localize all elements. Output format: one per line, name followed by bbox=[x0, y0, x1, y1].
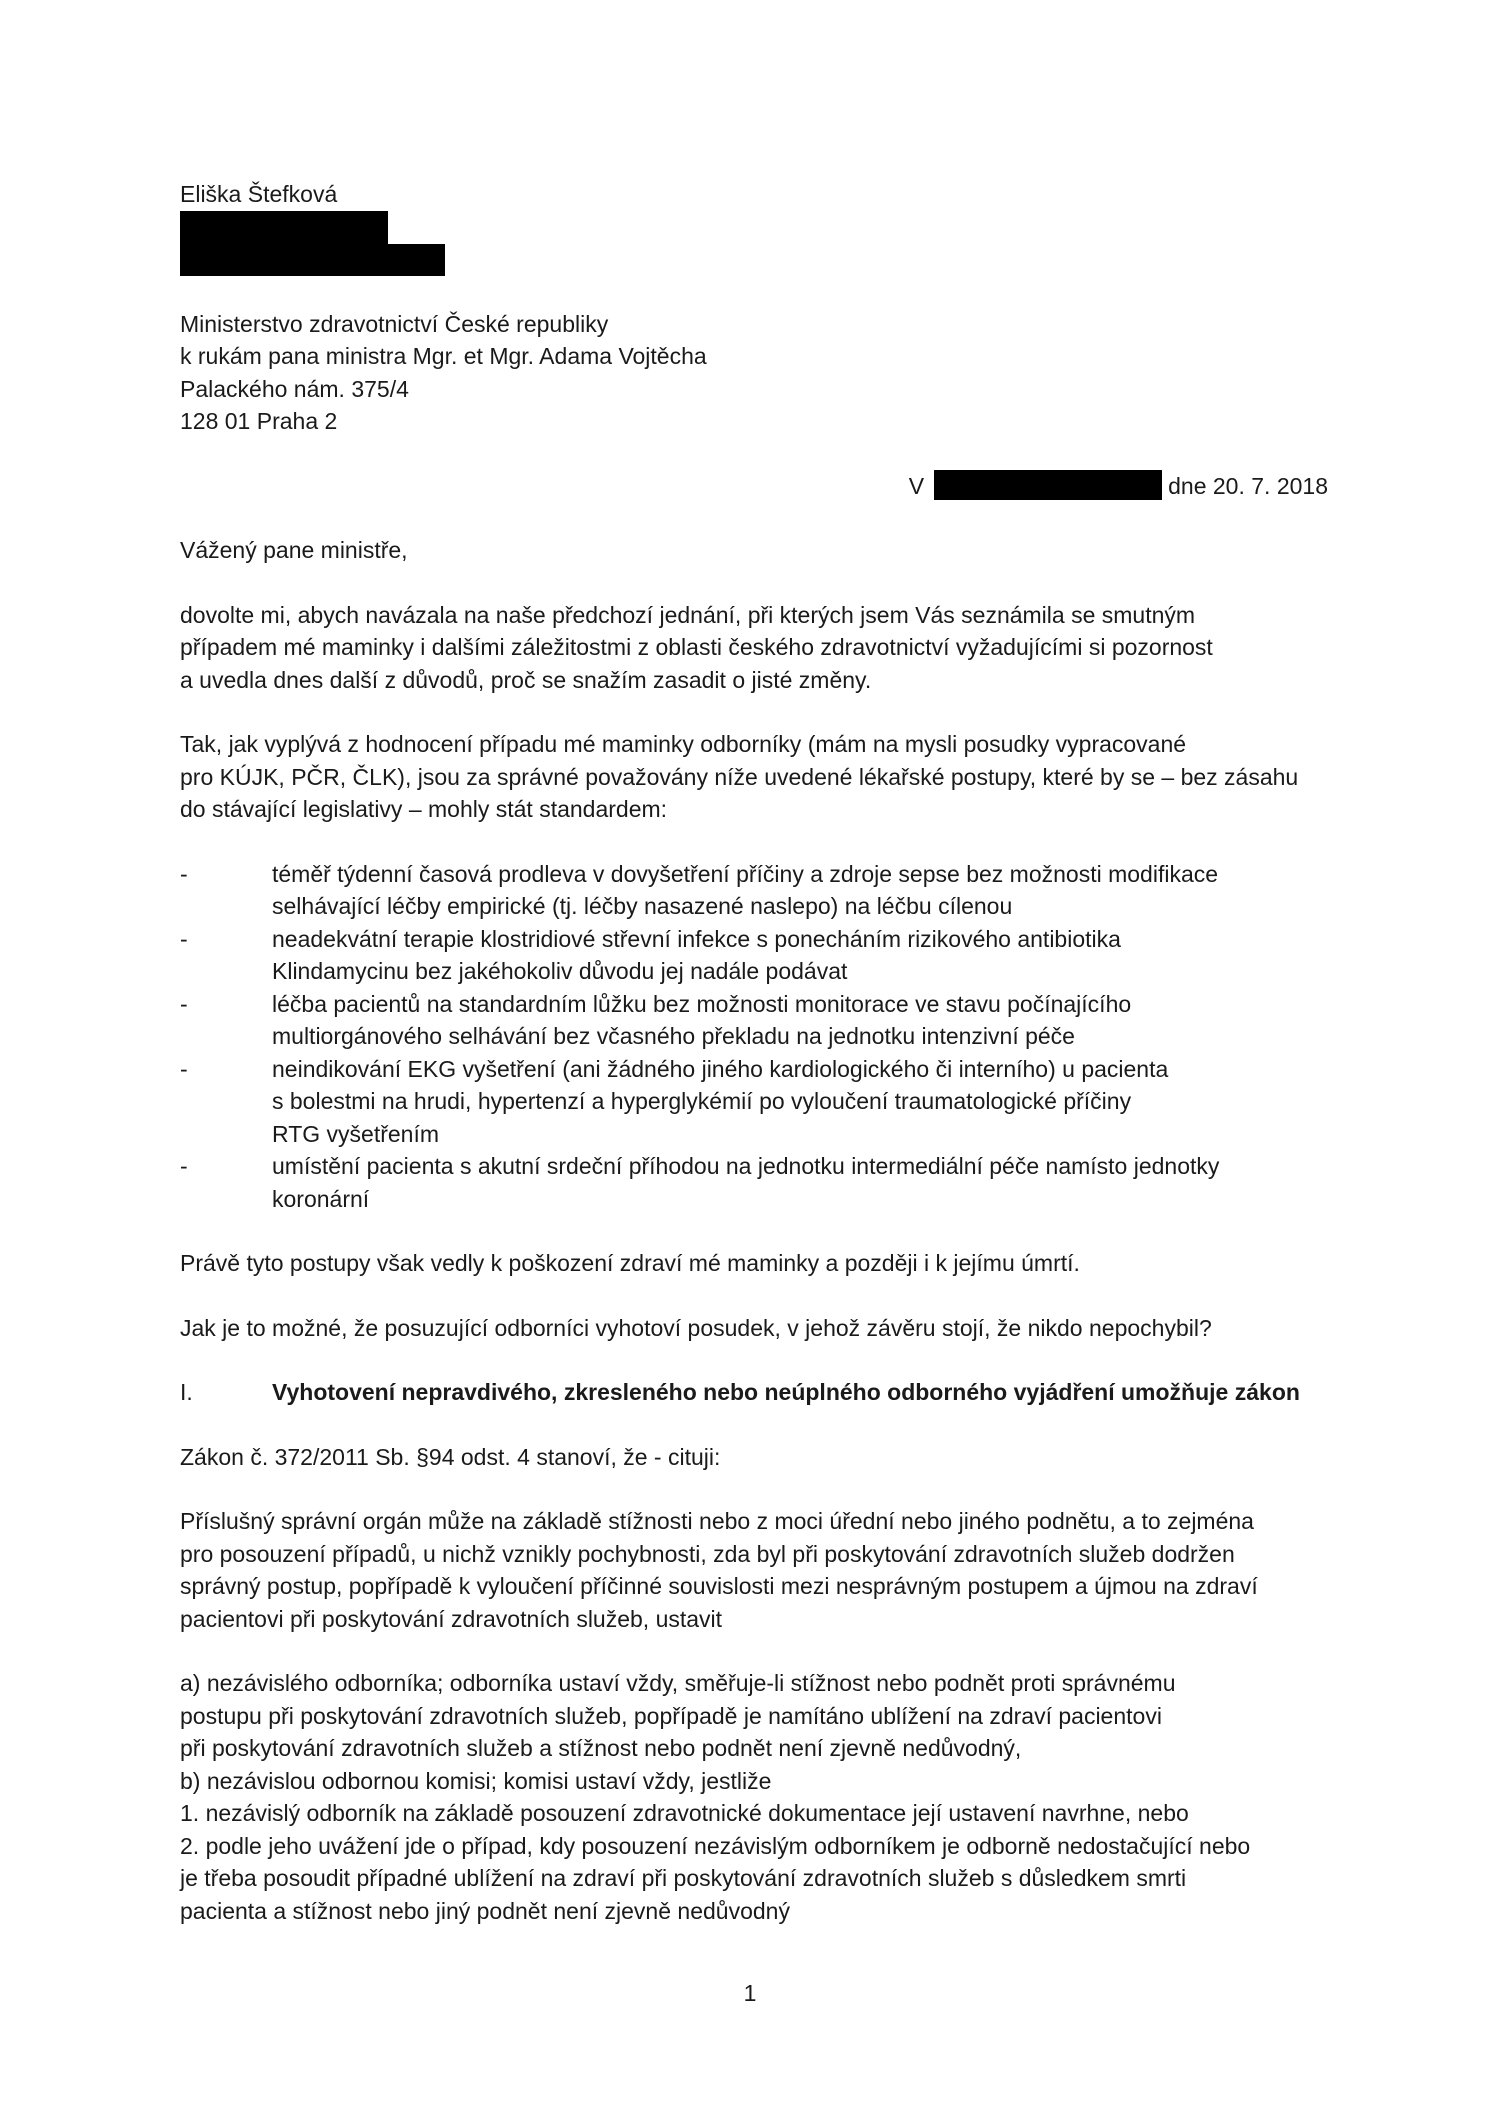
list-item-line: selhávající léčby empirické (tj. léčby nasazené naslepo) na léčbu cílenou bbox=[272, 893, 1013, 919]
list-item-line: léčba pacientů na standardním lůžku bez možnosti monitorace ve stavu počínajícího bbox=[272, 990, 1132, 1017]
text-line: pacienta a stížnost nebo jiný podnět není zjevně nedůvodný bbox=[180, 1897, 790, 1924]
list-item bbox=[180, 1053, 1330, 1151]
section-title: Vyhotovení nepravdivého, zkresleného nebo neúplného odborného vyjádření umožňuje zákon bbox=[272, 1379, 1300, 1405]
intro-paragraph bbox=[180, 599, 1330, 697]
recipient-line: Palackého nám. 375/4 bbox=[180, 375, 409, 402]
list-dash: - bbox=[180, 1153, 188, 1179]
text-line: případem mé maminky i dalšími záležitostmi z oblasti českého zdravotnictví vyžadujícími si pozornost bbox=[180, 634, 1213, 660]
law-intro bbox=[180, 1441, 1330, 1474]
text-line: při poskytování zdravotních služeb a stížnost nebo podnět není zjevně nedůvodný, bbox=[180, 1735, 1022, 1761]
date-line bbox=[180, 470, 1330, 503]
sender-block bbox=[180, 178, 1330, 276]
list-item bbox=[180, 988, 1330, 1053]
text-line: Jak je to možné, že posuzující odborníci vyhotoví posudek, v jehož závěru stojí, že nikdo nepochybil? bbox=[180, 1314, 1212, 1341]
list-item bbox=[180, 858, 1330, 923]
list-item bbox=[180, 923, 1330, 988]
list-item-line: koronární bbox=[272, 1185, 370, 1212]
text-line: 2. podle jeho uvážení jde o případ, kdy posouzení nezávislým odborníkem je odborně nedostačující nebo bbox=[180, 1832, 1251, 1859]
list-dash: - bbox=[180, 990, 188, 1017]
list-item-line: multiorgánového selhávání bez včasného překladu na jednotku intenzivní péče bbox=[272, 1023, 1075, 1049]
procedures-list bbox=[180, 858, 1330, 1216]
list-item-line: neadekvátní terapie klostridiové střevní infekce s ponecháním rizikového antibiotika bbox=[272, 925, 1121, 952]
list-item-line: s bolestmi na hrudi, hypertenzí a hyperglykémií po vyloučení traumatologické příčiny bbox=[272, 1088, 1132, 1114]
text-line: 1. nezávislý odborník na základě posouzení zdravotnické dokumentace její ustavení navrhne, nebo bbox=[180, 1800, 1189, 1826]
text-line: pacientovi při poskytování zdravotních služeb, ustavit bbox=[180, 1605, 723, 1632]
salutation: Vážený pane ministře, bbox=[180, 537, 408, 563]
text-line: je třeba posoudit případné ublížení na zdraví při poskytování zdravotních služeb s důsledkem smrti bbox=[180, 1865, 1187, 1891]
list-item-line: RTG vyšetřením bbox=[272, 1120, 439, 1147]
list-dash: - bbox=[180, 925, 188, 952]
text-line: Právě tyto postupy však vedly k poškození zdraví mé maminky a později i k jejímu úmrtí. bbox=[180, 1250, 1080, 1276]
list-item-line: neindikování EKG vyšetření (ani žádného jiného kardiologického či interního) u pacienta bbox=[272, 1055, 1169, 1082]
text-line: pro posouzení případů, u nichž vznikly pochybnosti, zda byl při poskytování zdravotních služeb dodržen bbox=[180, 1540, 1235, 1567]
redacted-place bbox=[934, 470, 1162, 500]
text-line: Zákon č. 372/2011 Sb. §94 odst. 4 stanoví, že - cituji: bbox=[180, 1443, 721, 1470]
page-number: 1 bbox=[743, 1980, 757, 2006]
text-line: do stávající legislativy – mohly stát standardem: bbox=[180, 796, 668, 822]
letter-page bbox=[180, 178, 1330, 1927]
text-line: Příslušný správní orgán může na základě stížnosti nebo z moci úřední nebo jiného podnětu, a to zejména bbox=[180, 1508, 1254, 1534]
place-prefix: V bbox=[908, 472, 925, 499]
procedures-paragraph bbox=[180, 728, 1330, 826]
redacted-address-line-2 bbox=[180, 244, 445, 276]
sender-name: Eliška Štefková bbox=[180, 181, 338, 207]
text-line: a uvedla dnes další z důvodů, proč se snažím zasadit o jisté změny. bbox=[180, 666, 872, 693]
law-quote-paragraph-1 bbox=[180, 1505, 1330, 1635]
question-paragraph bbox=[180, 1312, 1330, 1345]
recipient-line: 128 01 Praha 2 bbox=[180, 408, 338, 434]
list-dash: - bbox=[180, 860, 188, 887]
redacted-address-line-1 bbox=[180, 211, 388, 244]
text-line: b) nezávislou odbornou komisi; komisi ustaví vždy, jestliže bbox=[180, 1767, 772, 1794]
consequence-paragraph bbox=[180, 1247, 1330, 1280]
recipient-address bbox=[180, 308, 1330, 438]
law-quote-paragraph-2 bbox=[180, 1667, 1330, 1927]
letter-date: dne 20. 7. 2018 bbox=[1168, 472, 1328, 499]
list-item-line: Klindamycinu bez jakéhokoliv důvodu jej nadále podávat bbox=[272, 958, 848, 984]
text-line: dovolte mi, abych navázala na naše předchozí jednání, při kterých jsem Vás seznámila se smutným bbox=[180, 601, 1196, 628]
section-number: I. bbox=[180, 1379, 193, 1405]
list-item bbox=[180, 1150, 1330, 1215]
list-item-line: téměř týdenní časová prodleva v dovyšetření příčiny a zdroje sepse bez možnosti modifikace bbox=[272, 860, 1219, 887]
text-line: Tak, jak vyplývá z hodnocení případu mé maminky odborníky (mám na mysli posudky vypracované bbox=[180, 731, 1187, 757]
list-dash: - bbox=[180, 1055, 188, 1082]
text-line: pro KÚJK, PČR, ČLK), jsou za správné považovány níže uvedené lékařské postupy, které by se – bez zásahu bbox=[180, 763, 1299, 790]
recipient-line: Ministerstvo zdravotnictví České republiky bbox=[180, 310, 609, 337]
section-heading bbox=[180, 1376, 1330, 1409]
recipient-line: k rukám pana ministra Mgr. et Mgr. Adama Vojtěcha bbox=[180, 343, 707, 369]
list-item-line: umístění pacienta s akutní srdeční příhodou na jednotku intermediální péče namísto jednotky bbox=[272, 1153, 1220, 1179]
text-line: postupu při poskytování zdravotních služeb, popřípadě je namítáno ublížení na zdraví pacientovi bbox=[180, 1702, 1162, 1729]
text-line: správný postup, popřípadě k vyloučení příčinné souvislosti mezi nesprávným postupem a újmou na zdraví bbox=[180, 1573, 1258, 1599]
text-line: a) nezávislého odborníka; odborníka ustaví vždy, směřuje-li stížnost nebo podnět proti správnému bbox=[180, 1670, 1176, 1696]
